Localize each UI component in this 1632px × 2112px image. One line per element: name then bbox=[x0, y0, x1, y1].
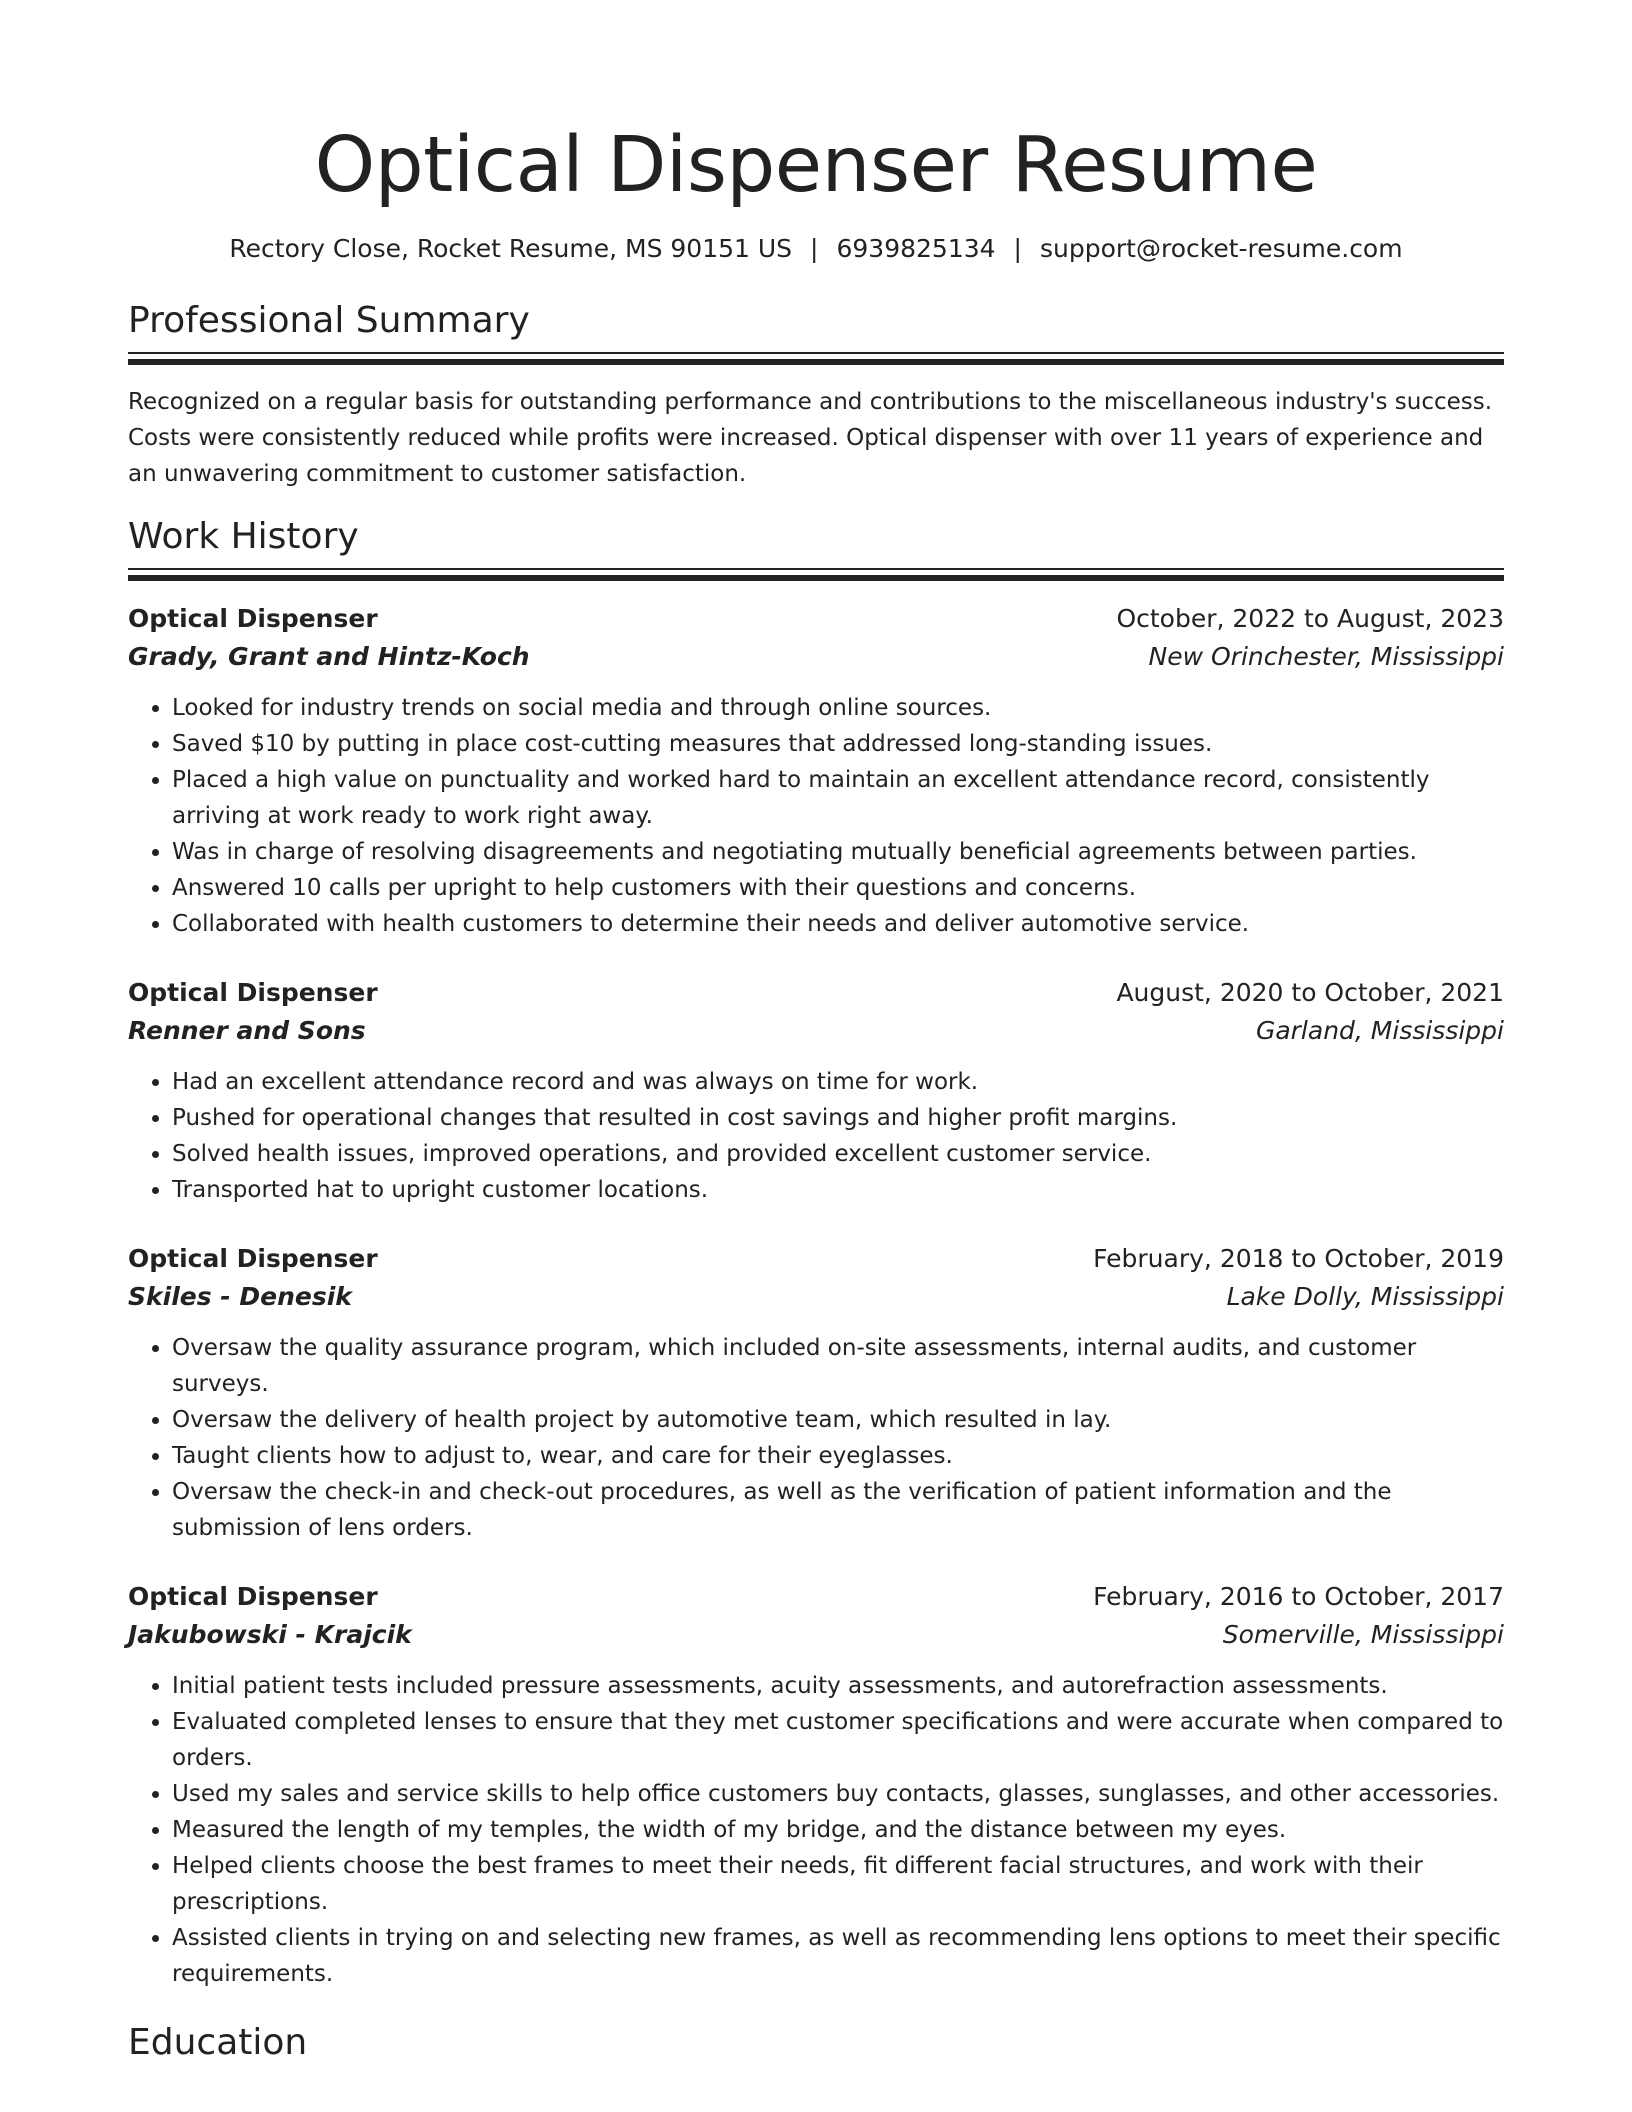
job-header bbox=[128, 1578, 1504, 1616]
job-subheader bbox=[128, 1012, 1504, 1050]
job-title: Optical Dispenser bbox=[128, 978, 378, 1007]
resume-title: Optical Dispenser Resume bbox=[314, 121, 1318, 210]
job-subheader bbox=[128, 638, 1504, 676]
work-history-section bbox=[128, 514, 1504, 1992]
job-bullet: • Oversaw the delivery of health project by automotive team, which resulted in lay. bbox=[172, 1402, 1504, 1438]
summary-text: Recognized on a regular basis for outstanding performance and contributions to the miscellaneous industry's success. Costs were consistently reduced while profits were increased. Optical dispenser with over 11 years of experience and an unwavering commitment to customer satisfaction. bbox=[128, 389, 1493, 487]
summary-section bbox=[128, 298, 1504, 492]
resume-page bbox=[128, 0, 1504, 2066]
job-company: Skiles - Denesik bbox=[128, 1282, 352, 1311]
job-bullet: • Helped clients choose the best frames to meet their needs, fit different facial structures, and work with their prescriptions. bbox=[172, 1848, 1504, 1920]
job-bullet: • Initial patient tests included pressure assessments, acuity assessments, and autorefraction assessments. bbox=[172, 1668, 1504, 1704]
job-bullet: • Used my sales and service skills to help office customers buy contacts, glasses, sunglasses, and other accessories. bbox=[172, 1776, 1504, 1812]
job-entry bbox=[128, 974, 1504, 1208]
job-company: Renner and Sons bbox=[128, 1016, 366, 1045]
contact-address: Rectory Close, Rocket Resume, MS 90151 US bbox=[229, 234, 793, 263]
job-bullet: • Had an excellent attendance record and was always on time for work. bbox=[172, 1064, 1504, 1100]
job-bullets bbox=[128, 690, 1504, 942]
education-section bbox=[128, 2020, 1504, 2066]
job-entry bbox=[128, 1240, 1504, 1546]
job-title: Optical Dispenser bbox=[128, 604, 378, 633]
job-header bbox=[128, 974, 1504, 1012]
job-bullet: • Pushed for operational changes that resulted in cost savings and higher profit margins. bbox=[172, 1100, 1504, 1136]
job-bullet: • Collaborated with health customers to determine their needs and deliver automotive service. bbox=[172, 906, 1504, 942]
job-bullet: • Saved $10 by putting in place cost-cutting measures that addressed long-standing issues. bbox=[172, 726, 1504, 762]
job-bullets bbox=[128, 1330, 1504, 1546]
job-location: Somerville, Mississippi bbox=[1222, 1620, 1504, 1649]
job-subheader bbox=[128, 1278, 1504, 1316]
job-company: Jakubowski - Krajcik bbox=[128, 1620, 412, 1649]
job-dates: February, 2018 to October, 2019 bbox=[1093, 1244, 1504, 1273]
section-heading-summary: Professional Summary bbox=[128, 300, 530, 341]
job-bullets bbox=[128, 1064, 1504, 1208]
job-bullet: • Oversaw the quality assurance program, which included on-site assessments, internal audits, and customer surveys. bbox=[172, 1330, 1504, 1402]
job-bullet: • Answered 10 calls per upright to help customers with their questions and concerns. bbox=[172, 870, 1504, 906]
job-bullet: • Looked for industry trends on social media and through online sources. bbox=[172, 690, 1504, 726]
section-divider bbox=[128, 568, 1504, 582]
job-dates: October, 2022 to August, 2023 bbox=[1116, 604, 1504, 633]
job-title: Optical Dispenser bbox=[128, 1582, 378, 1611]
job-bullet: • Taught clients how to adjust to, wear, and care for their eyeglasses. bbox=[172, 1438, 1504, 1474]
job-bullet: • Measured the length of my temples, the width of my bridge, and the distance between my eyes. bbox=[172, 1812, 1504, 1848]
job-entry bbox=[128, 600, 1504, 942]
job-title: Optical Dispenser bbox=[128, 1244, 378, 1273]
job-dates: February, 2016 to October, 2017 bbox=[1093, 1582, 1504, 1611]
job-bullet: • Transported hat to upright customer locations. bbox=[172, 1172, 1504, 1208]
contact-separator: | bbox=[1013, 234, 1022, 263]
job-bullet: • Oversaw the check-in and check-out procedures, as well as the verification of patient information and the submission of lens orders. bbox=[172, 1474, 1504, 1546]
job-company: Grady, Grant and Hintz-Koch bbox=[128, 642, 530, 671]
section-heading-education: Education bbox=[128, 2022, 308, 2063]
job-entry bbox=[128, 1578, 1504, 1992]
job-header bbox=[128, 600, 1504, 638]
job-location: New Orinchester, Mississippi bbox=[1148, 642, 1504, 671]
contact-separator: | bbox=[810, 234, 819, 263]
job-location: Garland, Mississippi bbox=[1255, 1016, 1504, 1045]
section-divider bbox=[128, 352, 1504, 366]
contact-line bbox=[128, 232, 1504, 266]
job-bullet: • Was in charge of resolving disagreements and negotiating mutually beneficial agreements between parties. bbox=[172, 834, 1504, 870]
job-bullet: • Evaluated completed lenses to ensure that they met customer specifications and were accurate when compared to orders. bbox=[172, 1704, 1504, 1776]
contact-email: support@rocket-resume.com bbox=[1039, 234, 1403, 263]
job-bullets bbox=[128, 1668, 1504, 1992]
section-heading-work-history: Work History bbox=[128, 516, 359, 557]
job-dates: August, 2020 to October, 2021 bbox=[1116, 978, 1504, 1007]
job-subheader bbox=[128, 1616, 1504, 1654]
contact-phone: 6939825134 bbox=[836, 234, 996, 263]
job-bullet: • Placed a high value on punctuality and worked hard to maintain an excellent attendance record, consistently arriving at work ready to work right away. bbox=[172, 762, 1504, 834]
job-location: Lake Dolly, Mississippi bbox=[1226, 1282, 1504, 1311]
job-header bbox=[128, 1240, 1504, 1278]
job-bullet: • Assisted clients in trying on and selecting new frames, as well as recommending lens options to meet their specific requirements. bbox=[172, 1920, 1504, 1992]
job-bullet: • Solved health issues, improved operations, and provided excellent customer service. bbox=[172, 1136, 1504, 1172]
